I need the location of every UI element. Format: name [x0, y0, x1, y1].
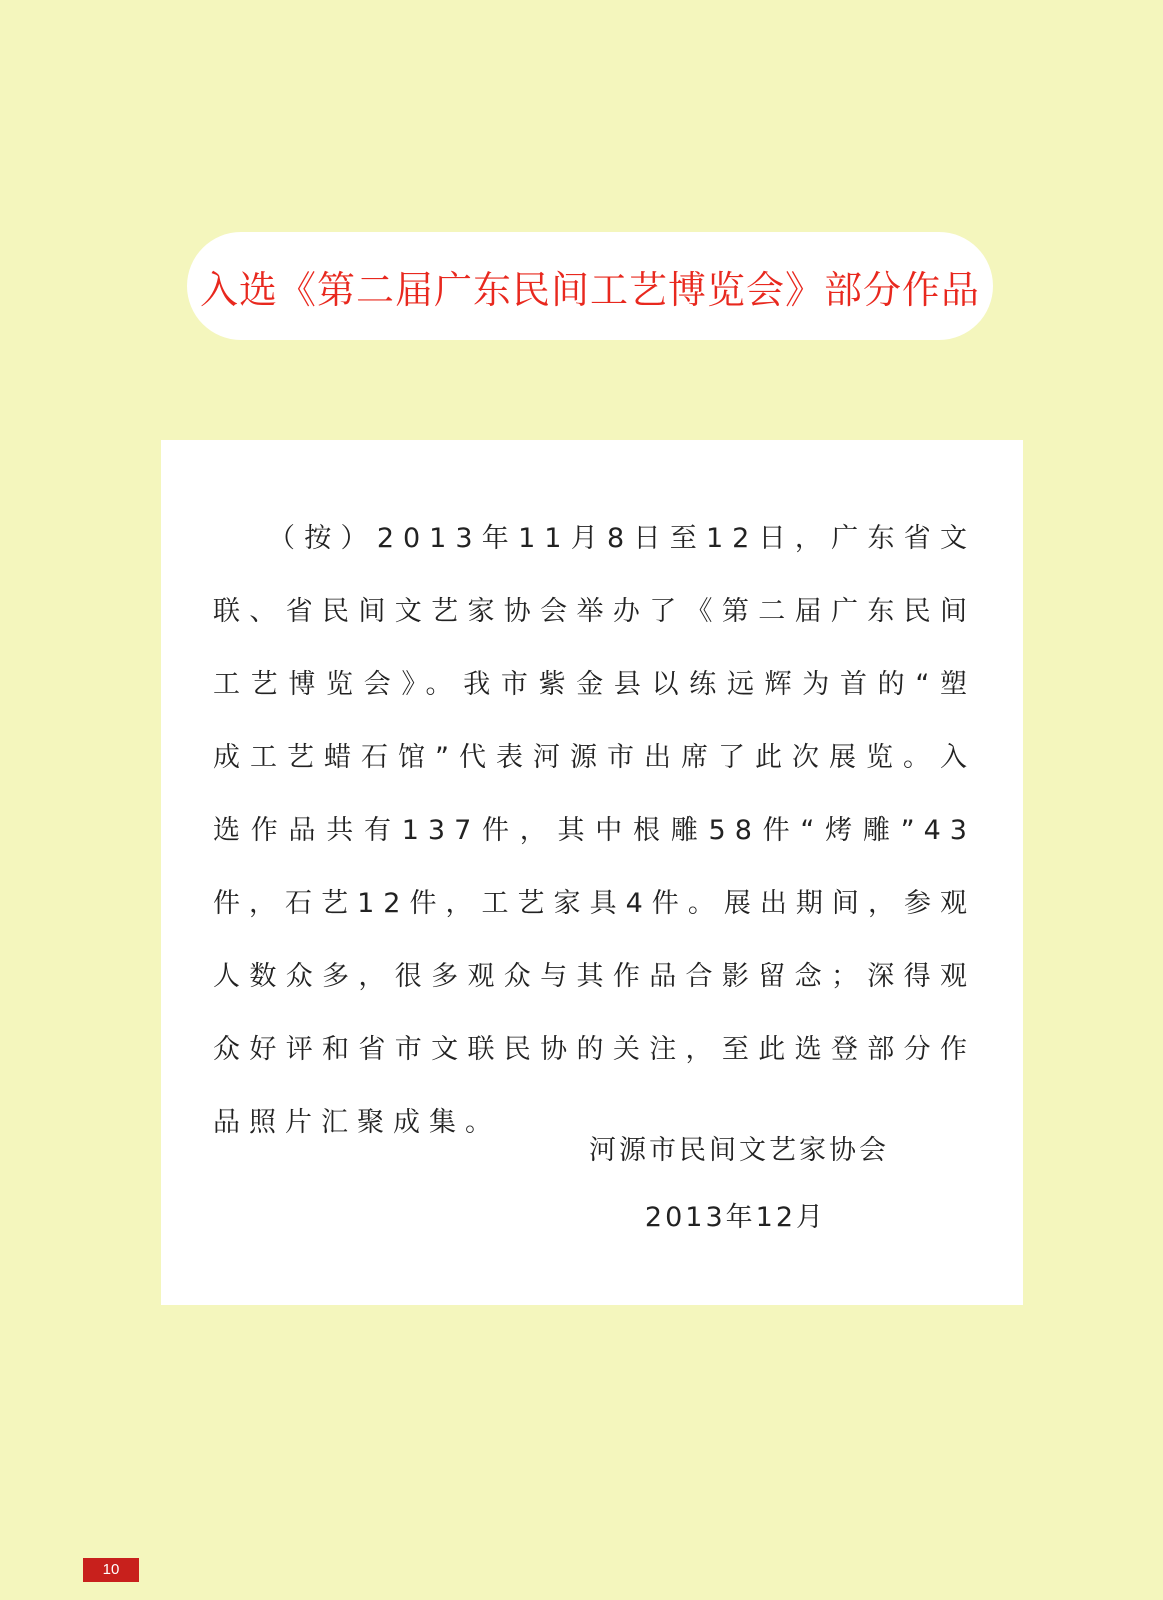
page-title: 入选《第二届广东民间工艺博览会》部分作品	[199, 267, 980, 312]
body-paragraph: （按）2013年11月8日至12日，广东省文联、省民间文艺家协会举办了《第二届广东民间工艺博览会》。我市紫金县以练远辉为首的“塑成工艺蜡石馆”代表河源市出席了此次展览。入选作品共有137件，其中根雕58件“烤雕”43件，石艺12件，工艺家具4件。展出期间，参观人数众多，很多观众与其作品合影留念；深得观众好评和省市文联民协的关注，至此选登部分作品照片汇聚成集。	[213, 523, 976, 1138]
signature-organization: 河源市民间文艺家协会	[589, 1135, 889, 1166]
title-banner	[187, 232, 993, 340]
page-number-badge: 10	[83, 1558, 139, 1582]
signature-date: 2013年12月	[644, 1202, 826, 1233]
text-panel	[161, 440, 1023, 1305]
